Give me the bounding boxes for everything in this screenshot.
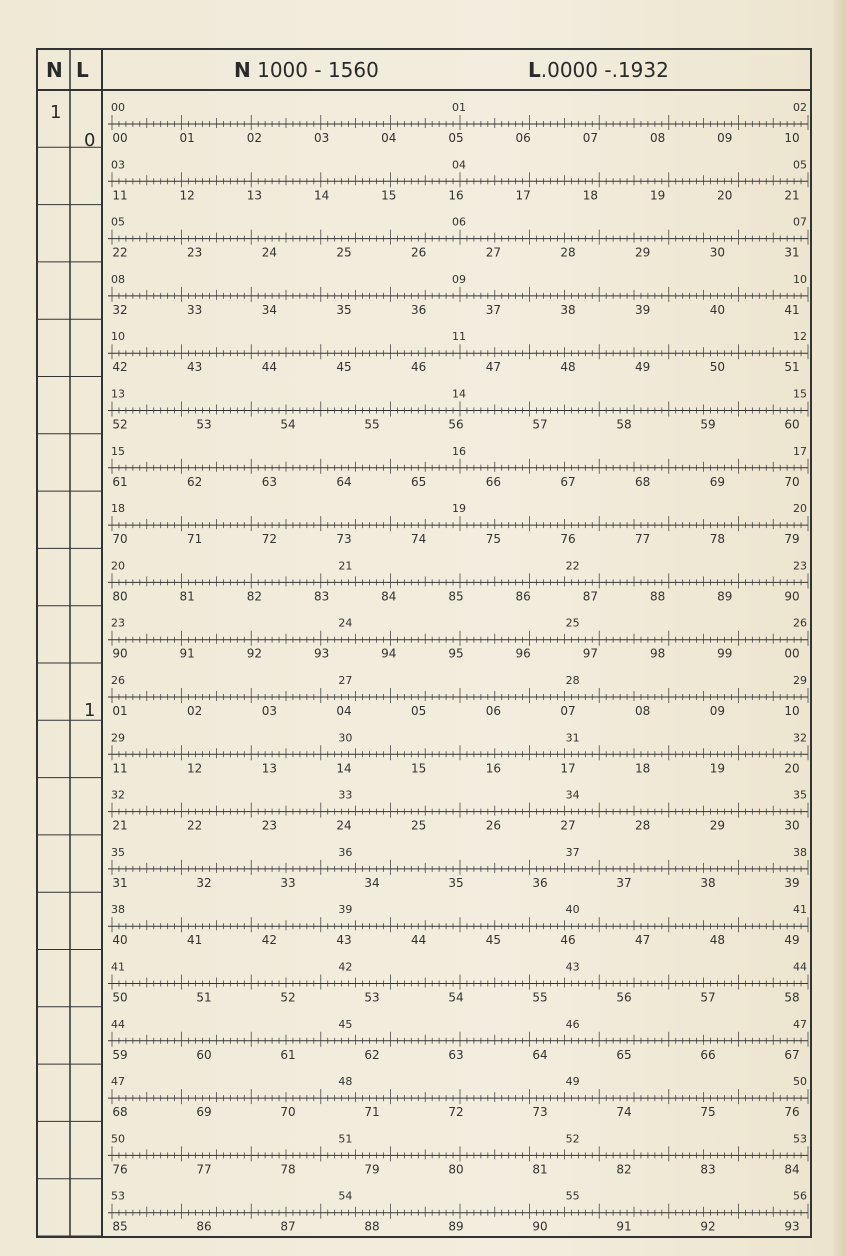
l-label: 79: [784, 532, 800, 547]
l-label: 81: [532, 1162, 548, 1177]
l-label: 69: [196, 1105, 212, 1120]
n-label: 54: [338, 1189, 353, 1203]
l-label: 32: [112, 302, 128, 317]
l-label: 03: [261, 704, 277, 718]
n-label: 41: [111, 960, 125, 974]
n-label: 13: [111, 387, 125, 401]
l-label: 58: [616, 417, 632, 432]
l-label: 62: [187, 474, 203, 489]
n-label: 53: [111, 1189, 125, 1203]
l-label: 36: [411, 302, 427, 317]
l-label: 22: [187, 818, 203, 833]
n-label: 35: [111, 845, 125, 859]
l-label: 43: [187, 360, 203, 375]
n-label: 21: [338, 559, 353, 573]
n-label: 44: [111, 1017, 125, 1031]
l-label: 49: [784, 933, 800, 948]
l-label: 72: [261, 532, 277, 547]
l-label: 98: [649, 646, 666, 661]
l-label: 69: [709, 474, 725, 489]
l-label: 67: [784, 1047, 800, 1062]
n-label: 38: [793, 845, 807, 859]
n-label: 14: [452, 387, 466, 401]
l-label: 23: [187, 245, 203, 260]
l-label: 64: [336, 474, 352, 489]
n-label: 50: [793, 1075, 807, 1089]
n-label: 53: [793, 1132, 807, 1146]
l-label: 73: [532, 1105, 548, 1120]
l-label: 17: [560, 761, 576, 776]
l-label: 48: [709, 933, 725, 948]
l-label: 00: [784, 646, 800, 661]
l-label: 89: [717, 589, 733, 604]
l-label: 11: [112, 188, 128, 203]
l-label: 35: [336, 302, 352, 317]
l-label: 94: [381, 646, 397, 661]
n-label: 05: [111, 215, 125, 229]
l-label: 54: [448, 990, 464, 1005]
l-label: 26: [411, 245, 427, 260]
n-label: 52: [565, 1132, 580, 1146]
n-label: 16: [452, 444, 466, 458]
n-label: 20: [793, 502, 807, 516]
l-label: 57: [532, 417, 548, 432]
l-label: 99: [717, 646, 733, 661]
l-label: 56: [616, 990, 632, 1005]
l-label: 93: [784, 1219, 800, 1234]
l-label: 47: [485, 360, 501, 375]
n-label: 26: [793, 616, 807, 630]
l-label: 70: [280, 1105, 296, 1120]
l-label: 55: [532, 990, 548, 1005]
l-label: 55: [364, 417, 380, 432]
n-label: 29: [111, 731, 125, 745]
l-label: 75: [485, 532, 501, 547]
l-label: 08: [635, 704, 651, 718]
l-label: 45: [485, 933, 501, 948]
l-label: 04: [336, 704, 352, 718]
l-label: 95: [448, 646, 464, 661]
n-label: 51: [338, 1132, 353, 1146]
l-label: 88: [649, 589, 666, 604]
l-label: 92: [700, 1219, 716, 1234]
l-label: 08: [649, 131, 666, 145]
l-label: 54: [280, 417, 296, 432]
n-label: 32: [793, 731, 807, 745]
l-column-mark-1: 1: [84, 700, 96, 721]
l-label: 02: [187, 704, 203, 718]
header-n: N: [46, 58, 63, 82]
l-label: 65: [411, 474, 427, 489]
l-label: 87: [582, 589, 599, 604]
l-label: 27: [560, 818, 576, 833]
l-label: 59: [112, 1047, 128, 1062]
l-label: 96: [515, 646, 531, 661]
l-label: 29: [635, 245, 651, 260]
n-label: 48: [338, 1075, 353, 1089]
l-label: 05: [411, 704, 427, 718]
l-label: 76: [112, 1162, 128, 1177]
l-label: 86: [515, 589, 531, 604]
l-label: 74: [411, 532, 427, 547]
l-label: 65: [616, 1047, 632, 1062]
l-label: 13: [246, 188, 263, 203]
n-label: 10: [111, 330, 125, 344]
l-label: 24: [336, 818, 352, 833]
l-label: 39: [784, 875, 800, 890]
n-label: 55: [565, 1189, 580, 1203]
l-label: 20: [784, 761, 800, 776]
l-label: 87: [280, 1219, 296, 1234]
l-label: 33: [187, 302, 203, 317]
l-label: 90: [784, 589, 800, 604]
n-label: 30: [338, 731, 353, 745]
l-label: 30: [709, 245, 725, 260]
l-label: 83: [313, 589, 330, 604]
n-label: 20: [111, 559, 125, 573]
l-label: 40: [112, 933, 128, 948]
n-label: 25: [565, 616, 580, 630]
n-label: 07: [793, 215, 807, 229]
l-label: 83: [700, 1162, 716, 1177]
l-label: 28: [560, 245, 576, 260]
l-label: 51: [196, 990, 212, 1005]
l-label: 28: [635, 818, 651, 833]
l-label: 61: [280, 1047, 296, 1062]
l-label: 31: [784, 245, 800, 260]
l-label: 80: [448, 1162, 464, 1177]
l-label: 45: [336, 360, 352, 375]
l-label: 18: [582, 188, 599, 203]
l-label: 23: [261, 818, 277, 833]
n-label: 39: [338, 903, 353, 917]
n-label: 03: [111, 158, 125, 172]
n-label: 19: [452, 502, 466, 516]
l-label: 84: [784, 1162, 800, 1177]
n-label: 46: [565, 1017, 580, 1031]
n-label: 28: [565, 674, 580, 687]
l-label: 91: [179, 646, 195, 661]
l-label: 34: [261, 302, 277, 317]
l-label: 64: [532, 1047, 548, 1062]
n-label: 02: [793, 101, 807, 114]
l-label: 48: [560, 360, 576, 375]
l-label: 43: [336, 933, 352, 948]
l-label: 04: [381, 131, 397, 145]
l-label: 57: [700, 990, 716, 1005]
n-label: 47: [111, 1075, 125, 1089]
l-label: 72: [448, 1105, 464, 1120]
l-label: 85: [112, 1219, 128, 1234]
header-l: L: [76, 58, 89, 82]
n-label: 36: [338, 845, 353, 859]
l-label: 01: [179, 131, 195, 145]
l-label: 75: [700, 1105, 716, 1120]
l-label: 88: [364, 1219, 380, 1234]
l-label: 90: [532, 1219, 548, 1234]
l-label: 22: [112, 245, 128, 260]
l-label: 44: [411, 933, 427, 948]
l-label: 40: [709, 302, 725, 317]
l-label: 38: [700, 875, 716, 890]
l-label: 42: [112, 360, 128, 375]
l-label: 12: [187, 761, 203, 776]
n-label: 40: [565, 903, 580, 917]
l-label: 71: [187, 532, 203, 547]
n-label: 17: [793, 444, 807, 458]
l-label: 66: [700, 1047, 716, 1062]
l-label: 25: [336, 245, 352, 260]
l-label: 24: [261, 245, 277, 260]
l-label: 25: [411, 818, 427, 833]
n-label: 15: [111, 444, 125, 458]
n-label: 24: [338, 616, 353, 630]
l-label: 52: [280, 990, 296, 1005]
n-column-mark: 1: [50, 102, 62, 123]
l-label: 76: [784, 1105, 800, 1120]
l-label: 36: [532, 875, 548, 890]
l-label: 73: [336, 532, 352, 547]
l-label: 12: [179, 188, 195, 203]
n-label: 56: [793, 1189, 807, 1203]
l-label: 77: [635, 532, 651, 547]
l-label: 16: [448, 188, 464, 203]
l-label: 81: [179, 589, 195, 604]
n-label: 42: [338, 960, 353, 974]
l-label: 01: [112, 704, 128, 718]
n-label: 09: [452, 272, 466, 286]
n-label: 38: [111, 903, 125, 917]
l-label: 50: [709, 360, 725, 375]
l-label: 97: [582, 646, 599, 661]
n-label: 50: [111, 1132, 125, 1146]
l-label: 00: [112, 131, 128, 145]
l-label: 47: [635, 933, 651, 948]
l-label: 09: [717, 131, 733, 145]
l-label: 60: [784, 417, 800, 432]
l-label: 79: [364, 1162, 380, 1177]
l-label: 71: [364, 1105, 380, 1120]
l-label: 70: [784, 474, 800, 489]
l-label: 05: [448, 131, 464, 145]
l-label: 38: [560, 302, 576, 317]
n-label: 34: [565, 788, 580, 802]
l-label: 82: [246, 589, 263, 604]
l-label: 84: [381, 589, 397, 604]
l-label: 59: [700, 417, 716, 432]
l-label: 58: [784, 990, 800, 1005]
l-label: 14: [313, 188, 330, 203]
l-label: 53: [196, 417, 212, 432]
l-label: 02: [246, 131, 263, 145]
l-label: 92: [246, 646, 263, 661]
n-label: 26: [111, 674, 125, 687]
l-label: 91: [616, 1219, 632, 1234]
l-label: 26: [485, 818, 501, 833]
l-label: 66: [485, 474, 501, 489]
l-label: 80: [112, 589, 128, 604]
l-label: 78: [709, 532, 725, 547]
l-label: 19: [709, 761, 725, 776]
n-label: 04: [452, 158, 466, 172]
l-label: 16: [485, 761, 501, 776]
l-label: 34: [364, 875, 380, 890]
l-label: 39: [635, 302, 651, 317]
n-label: 10: [793, 272, 807, 286]
l-label: 13: [261, 761, 277, 776]
l-label: 41: [784, 302, 800, 317]
l-label: 10: [784, 131, 800, 145]
l-label: 11: [112, 761, 128, 776]
l-label: 90: [112, 646, 128, 661]
l-label: 46: [411, 360, 427, 375]
l-label: 27: [485, 245, 501, 260]
l-label: 67: [560, 474, 576, 489]
n-label: 27: [338, 674, 353, 687]
n-label: 49: [565, 1075, 580, 1089]
n-label: 00: [111, 101, 125, 114]
l-label: 21: [784, 188, 800, 203]
l-label: 07: [560, 704, 576, 718]
l-label: 15: [411, 761, 427, 776]
l-label: 14: [336, 761, 352, 776]
l-label: 21: [112, 818, 128, 833]
n-label: 29: [793, 674, 807, 687]
l-label: 51: [784, 360, 800, 375]
l-label: 17: [515, 188, 531, 203]
l-label: 09: [709, 704, 725, 718]
header-n-prefix: N: [234, 58, 251, 82]
l-label: 76: [560, 532, 576, 547]
l-label: 41: [187, 933, 203, 948]
l-label: 93: [313, 646, 330, 661]
l-label: 68: [635, 474, 651, 489]
n-label: 22: [565, 559, 580, 573]
n-label: 23: [793, 559, 807, 573]
n-label: 45: [338, 1017, 353, 1031]
l-label: 78: [280, 1162, 296, 1177]
header-n-range: [234, 50, 379, 90]
l-label: 32: [196, 875, 212, 890]
n-label: 23: [111, 616, 125, 630]
n-label: 01: [452, 101, 466, 114]
l-label: 49: [635, 360, 651, 375]
l-label: 18: [635, 761, 651, 776]
l-label: 68: [112, 1105, 128, 1120]
n-label: 37: [565, 845, 580, 859]
n-label: 12: [793, 330, 807, 344]
n-label: 08: [111, 272, 125, 286]
l-label: 03: [313, 131, 330, 145]
l-column-mark-0: 0: [84, 130, 96, 151]
l-label: 74: [616, 1105, 632, 1120]
l-label: 85: [448, 589, 464, 604]
header-l-range-text: .0000 -.1932: [540, 58, 669, 82]
n-label: 47: [793, 1017, 807, 1031]
n-label: 31: [565, 731, 580, 745]
l-label: 63: [448, 1047, 464, 1062]
l-label: 63: [261, 474, 277, 489]
l-label: 06: [515, 131, 531, 145]
l-label: 77: [196, 1162, 212, 1177]
n-label: 33: [338, 788, 353, 802]
l-label: 60: [196, 1047, 212, 1062]
l-label: 52: [112, 417, 128, 432]
header-l-range: [528, 50, 669, 90]
n-label: 44: [793, 960, 807, 974]
l-label: 56: [448, 417, 464, 432]
l-label: 50: [112, 990, 128, 1005]
l-label: 29: [709, 818, 725, 833]
scale-grid: [38, 50, 810, 1236]
n-label: 35: [793, 788, 807, 802]
l-label: 86: [196, 1219, 212, 1234]
log-table-frame: [36, 48, 812, 1238]
l-label: 44: [261, 360, 277, 375]
l-label: 53: [364, 990, 380, 1005]
l-label: 30: [784, 818, 800, 833]
l-label: 07: [582, 131, 599, 145]
l-label: 37: [485, 302, 501, 317]
l-label: 89: [448, 1219, 464, 1234]
l-label: 35: [448, 875, 464, 890]
l-label: 06: [485, 704, 501, 718]
n-label: 15: [793, 387, 807, 401]
header-l-prefix: L: [528, 58, 541, 82]
n-label: 41: [793, 903, 807, 917]
n-label: 43: [565, 960, 580, 974]
l-label: 19: [649, 188, 666, 203]
n-label: 05: [793, 158, 807, 172]
n-label: 32: [111, 788, 125, 802]
l-label: 20: [717, 188, 733, 203]
n-label: 11: [452, 330, 466, 344]
l-label: 42: [261, 933, 277, 948]
l-label: 10: [784, 704, 800, 718]
l-label: 70: [112, 532, 128, 547]
page-edge: [834, 0, 846, 1256]
l-label: 46: [560, 933, 576, 948]
l-label: 33: [280, 875, 296, 890]
l-label: 15: [381, 188, 397, 203]
l-label: 61: [112, 474, 128, 489]
l-label: 82: [616, 1162, 632, 1177]
l-label: 37: [616, 875, 632, 890]
n-label: 18: [111, 502, 125, 516]
l-label: 62: [364, 1047, 380, 1062]
n-label: 06: [452, 215, 466, 229]
l-label: 31: [112, 875, 128, 890]
header-n-range-text: 1000 - 1560: [257, 58, 379, 82]
